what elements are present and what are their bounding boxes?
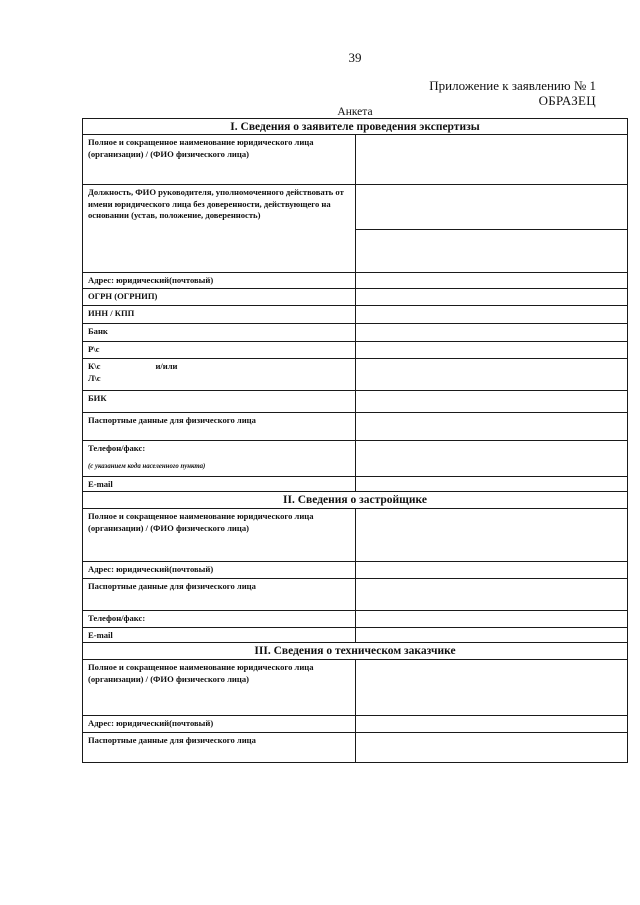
questionnaire-form	[82, 118, 628, 763]
field-value-address[interactable]	[355, 273, 628, 289]
field-value-passport[interactable]	[355, 413, 628, 441]
field-value-address[interactable]	[355, 716, 628, 733]
form-row	[83, 289, 628, 306]
field-label-bank: Банк	[83, 324, 356, 342]
field-value-passport[interactable]	[355, 579, 628, 611]
form-row	[83, 477, 628, 492]
form-row	[83, 441, 628, 477]
field-label-address: Адрес: юридический(почтовый)	[83, 716, 356, 733]
field-label-rs: Р\с	[83, 342, 356, 359]
form-row	[83, 660, 628, 716]
field-label-position: Должность, ФИО руководителя, уполномоченного действовать от имени юридического лица без доверенности, действующего на основании (устав, положение, доверенность)	[83, 185, 356, 273]
field-label-phone-text: Телефон/факс:	[88, 443, 146, 453]
section-header	[83, 119, 628, 135]
section-header	[83, 492, 628, 509]
field-label-phone-note: (с указанием кода населенного пункта)	[88, 462, 206, 470]
field-value-position-subcell[interactable]	[356, 185, 628, 230]
field-label-full-name: Полное и сокращенное наименование юридического лица (организации) / (ФИО физического лица)	[83, 660, 356, 716]
sample-stamp: ОБРАЗЕЦ	[538, 93, 596, 108]
field-label-passport: Паспортные данные для физического лица	[83, 413, 356, 441]
field-label-ks-ls	[83, 359, 356, 391]
field-label-ks: К\с	[88, 361, 101, 371]
field-value-phone[interactable]	[355, 611, 628, 628]
form-row	[83, 562, 628, 579]
form-row	[83, 628, 628, 643]
field-label-phone	[83, 441, 356, 477]
field-value-address[interactable]	[355, 562, 628, 579]
field-value-email[interactable]	[355, 628, 628, 643]
form-row	[83, 342, 628, 359]
field-value-phone[interactable]	[355, 441, 628, 477]
questionnaire-table	[82, 118, 628, 763]
form-row	[83, 611, 628, 628]
form-row	[83, 579, 628, 611]
field-value-full-name[interactable]	[355, 660, 628, 716]
section-title-developer: II. Сведения о застройщике	[83, 492, 628, 509]
field-value-full-name[interactable]	[355, 509, 628, 562]
form-row	[83, 509, 628, 562]
field-value-position[interactable]	[355, 185, 628, 273]
form-row	[83, 324, 628, 342]
section-header	[83, 643, 628, 660]
field-value-ks-ls[interactable]	[355, 359, 628, 391]
field-label-address: Адрес: юридический(почтовый)	[83, 273, 356, 289]
field-value-rs[interactable]	[355, 342, 628, 359]
section-title-applicant: I. Сведения о заявителе проведения экспертизы	[83, 119, 628, 135]
field-label-full-name: Полное и сокращенное наименование юридического лица (организации) / (ФИО физического лица)	[83, 509, 356, 562]
field-label-email: E-mail	[83, 628, 356, 643]
form-row	[83, 273, 628, 289]
field-value-full-name[interactable]	[355, 135, 628, 185]
field-value-passport[interactable]	[355, 733, 628, 763]
form-row	[83, 733, 628, 763]
form-row	[83, 716, 628, 733]
field-label-email: E-mail	[83, 477, 356, 492]
field-value-bik[interactable]	[355, 391, 628, 413]
field-label-address: Адрес: юридический(почтовый)	[83, 562, 356, 579]
form-row	[83, 413, 628, 441]
form-row	[83, 185, 628, 273]
field-value-ogrn[interactable]	[355, 289, 628, 306]
form-row	[83, 306, 628, 324]
field-label-and-or: и/или	[155, 361, 178, 371]
field-label-passport: Паспортные данные для физического лица	[83, 579, 356, 611]
form-row	[83, 359, 628, 391]
field-label-bik: БИК	[83, 391, 356, 413]
field-value-bank[interactable]	[355, 324, 628, 342]
section-title-technical-customer: III. Сведения о техническом заказчике	[83, 643, 628, 660]
field-value-email[interactable]	[355, 477, 628, 492]
field-label-full-name: Полное и сокращенное наименование юридического лица (организации) / (ФИО физического лица)	[83, 135, 356, 185]
form-row	[83, 391, 628, 413]
page-number: 39	[348, 50, 362, 65]
field-label-passport: Паспортные данные для физического лица	[83, 733, 356, 763]
field-value-inn[interactable]	[355, 306, 628, 324]
appendix-caption: Приложение к заявлению № 1	[429, 78, 596, 93]
field-label-phone: Телефон/факс:	[83, 611, 356, 628]
field-label-ls: Л\с	[88, 372, 101, 383]
form-row	[83, 135, 628, 185]
field-label-ogrn: ОГРН (ОГРНИП)	[83, 289, 356, 306]
field-label-inn: ИНН / КПП	[83, 306, 356, 324]
form-title: Анкета	[337, 106, 373, 118]
